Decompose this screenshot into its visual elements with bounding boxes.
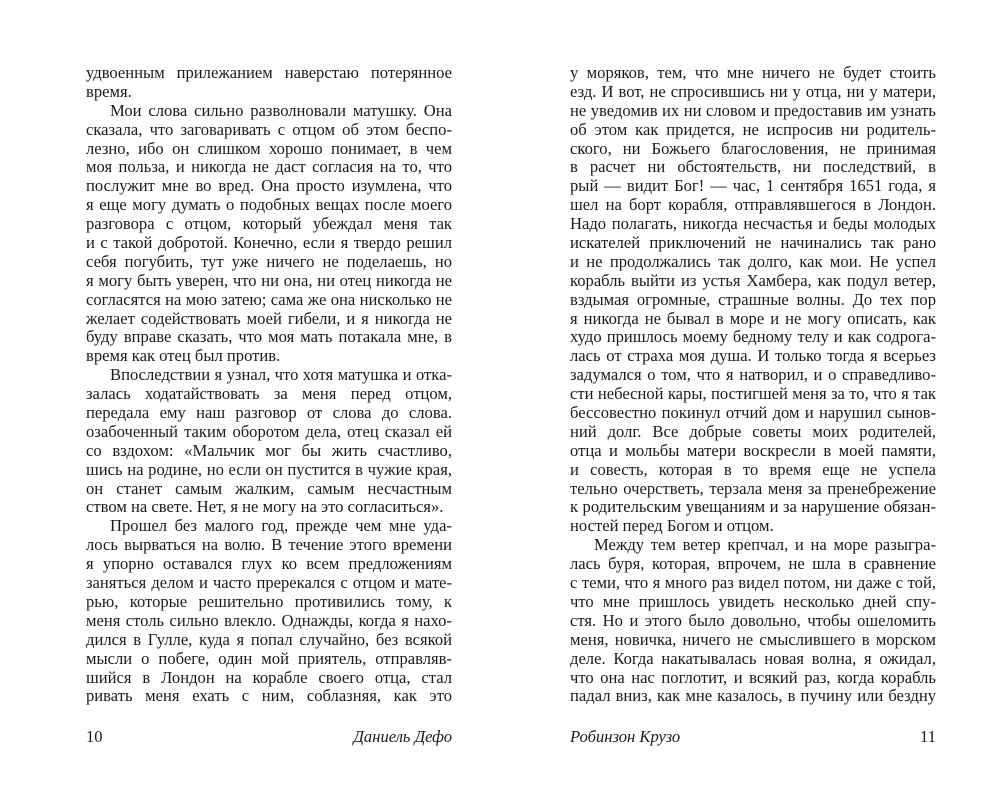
text-line: время.: [86, 82, 132, 101]
text-line: и не продолжались так долго, как мои. Не успел: [570, 252, 936, 271]
text-line: Между тем ветер крепчал, и на море разыгра-: [594, 536, 936, 555]
paragraph: [86, 517, 452, 706]
text-line: к родительским увещаниям и за нарушение обязан-: [570, 498, 936, 517]
text-line: что она нас поглотит, и всякий раз, когда корабль: [570, 668, 936, 687]
text-line: со вздохом: «Мальчик мог бы жить счастливо,: [86, 441, 452, 460]
text-line: залась ходатайствовать за меня перед отцом,: [86, 385, 452, 404]
text-line: Надо полагать, никогда несчастья и беды молодых: [570, 215, 936, 234]
text-line: падал вниз, как мне казалось, в пучину или бездну: [570, 687, 936, 706]
text-line: худо пришлось моему бедному телу и как содрога-: [570, 328, 936, 347]
text-line: озабоченный таким оборотом дела, отец сказал ей: [86, 422, 452, 441]
text-line: дился в Гулле, куда я попал случайно, без всякой: [86, 630, 452, 649]
text-line: удвоенным прилежанием наверстаю потерянное: [86, 64, 452, 82]
text-line: ривать меня ехать с ним, соблазняя, как это: [86, 687, 452, 706]
text-line: в расчет ни обстоятельств, ни последствий, в: [570, 158, 936, 177]
text-line: лась от страха моя душа. И только тогда я всерьез: [570, 347, 936, 366]
right-page-footer: [570, 727, 936, 749]
text-line: стя. Но и этого было довольно, чтобы ошеломить: [570, 611, 936, 630]
text-line: отца и мольбы матери воскресли в моей памяти,: [570, 441, 936, 460]
text-line: Мои слова сильно разволновали матушку. Она: [110, 101, 452, 120]
text-line: с теми, что я много раз видел потом, ни даже с той,: [570, 574, 936, 593]
text-line: задумался о том, что я натворил, и о справедливо-: [570, 366, 936, 385]
text-line: меня, новичка, ничего не смыслившего в морском: [570, 630, 936, 649]
text-line: шел на борт корабля, отправлявшегося в Лондон.: [570, 196, 936, 215]
text-line: ностей перед Богом и отцом.: [570, 517, 774, 536]
paragraph: [86, 64, 452, 102]
text-line: я упорно оставался глух ко всем предложениям: [86, 555, 452, 574]
text-line: он станет самым жалким, самым несчастным: [86, 479, 452, 498]
page-number: 11: [920, 727, 936, 746]
paragraph: [86, 102, 452, 366]
text-line: Прошел без малого год, прежде чем мне уда-: [110, 517, 452, 536]
text-line: и совесть, которая в то время еще не успела: [570, 460, 936, 479]
text-line: рью, которые решительно противились тому, к: [86, 592, 452, 611]
text-line: что мне пришлось увидеть несколько дней спу-: [570, 592, 936, 611]
text-line: себя погубить, тут уже ничего не поделаешь, но: [86, 252, 452, 271]
text-line: деле. Когда накатывалась новая волна, я ожидал,: [570, 649, 936, 668]
text-line: лась буря, которая, впрочем, не шла в сравнение: [570, 555, 936, 574]
paragraph: [86, 366, 452, 517]
text-line: бессовестно покинул отчий дом и нарушил сынов-: [570, 404, 936, 423]
running-head-author: Даниель Дефо: [353, 727, 452, 746]
text-line: меня столь сильно влекло. Однажды, когда я нахо-: [86, 611, 452, 630]
text-line: мысли о побеге, один мой приятель, отправляв-: [86, 649, 452, 668]
text-line: тельно очерстветь, терзала меня за пренебрежение: [570, 479, 936, 498]
paragraph: [570, 536, 936, 706]
text-line: согласятся на мою затею; сама же она нисколько не: [86, 290, 452, 309]
text-line: езд. И вот, не спросившись ни у отца, ни у матери,: [570, 82, 936, 101]
right-page-text: [570, 64, 936, 706]
text-line: время как отец был против.: [86, 347, 281, 366]
text-line: передала ему наш разговор от слова до слова.: [86, 404, 452, 423]
text-line: сказала, что заговаривать с отцом об этом беспо-: [86, 120, 452, 139]
text-line: ством на свете. Нет, я не могу на это согласиться».: [86, 498, 444, 517]
paragraph: [570, 64, 936, 536]
text-line: буду вправе сказать, что моя мать потакала мне, в: [86, 328, 452, 347]
text-line: моя польза, и никогда не даст согласия на то, что: [86, 158, 452, 177]
text-line: искателей приключений не начинались так рано: [570, 234, 936, 253]
text-line: у моряков, тем, что мне ничего не будет стоить: [570, 64, 936, 82]
running-head-title: Робинзон Крузо: [570, 727, 681, 746]
text-line: я никогда не бывал в море и не могу описать, как: [570, 309, 936, 328]
text-line: желает содействовать моей гибели, и я никогда не: [86, 309, 452, 328]
left-page-text: [86, 64, 452, 706]
text-line: я еще могу думать о подобных вещах после моего: [86, 196, 452, 215]
text-line: ского, ни Божьего благословения, не принимая: [570, 139, 936, 158]
left-page-footer: [86, 727, 452, 749]
text-line: корабль выйти из устья Хамбера, как подул ветер,: [570, 271, 936, 290]
text-line: не уведомив их ни словом и предоставив им узнать: [570, 101, 936, 120]
text-line: лезно, ибо он слишком хорошо понимает, в чем: [86, 139, 452, 158]
text-line: послужит мне во вред. Она просто изумлена, что: [86, 177, 452, 196]
text-line: разговора с отцом, который убеждал меня так: [86, 215, 452, 234]
text-line: и с такой добротой. Конечно, если я твердо решил: [86, 234, 452, 253]
text-line: рый — видит Бог! — час, 1 сентября 1651 года, я: [570, 177, 936, 196]
text-line: сти небесной кары, постигшей меня за то, что я так: [570, 385, 936, 404]
page-number: 10: [86, 727, 103, 746]
text-line: об этом как придется, не испросив ни родитель-: [570, 120, 936, 139]
text-line: вздымая огромные, страшные волны. До тех пор: [570, 290, 936, 309]
text-line: я могу быть уверен, что ни она, ни отец никогда не: [86, 271, 452, 290]
text-line: шийся в Лондон на корабле своего отца, стал: [86, 668, 452, 687]
text-line: лось вырваться на волю. В течение этого времени: [86, 536, 452, 555]
text-line: шись на родине, но если он пустится в чужие края,: [86, 460, 452, 479]
text-line: ний долг. Все добрые советы моих родителей,: [570, 422, 936, 441]
text-line: Впоследствии я узнал, что хотя матушка и отка-: [110, 366, 452, 385]
text-line: заняться делом и часто пререкался с отцом и мате-: [86, 574, 452, 593]
